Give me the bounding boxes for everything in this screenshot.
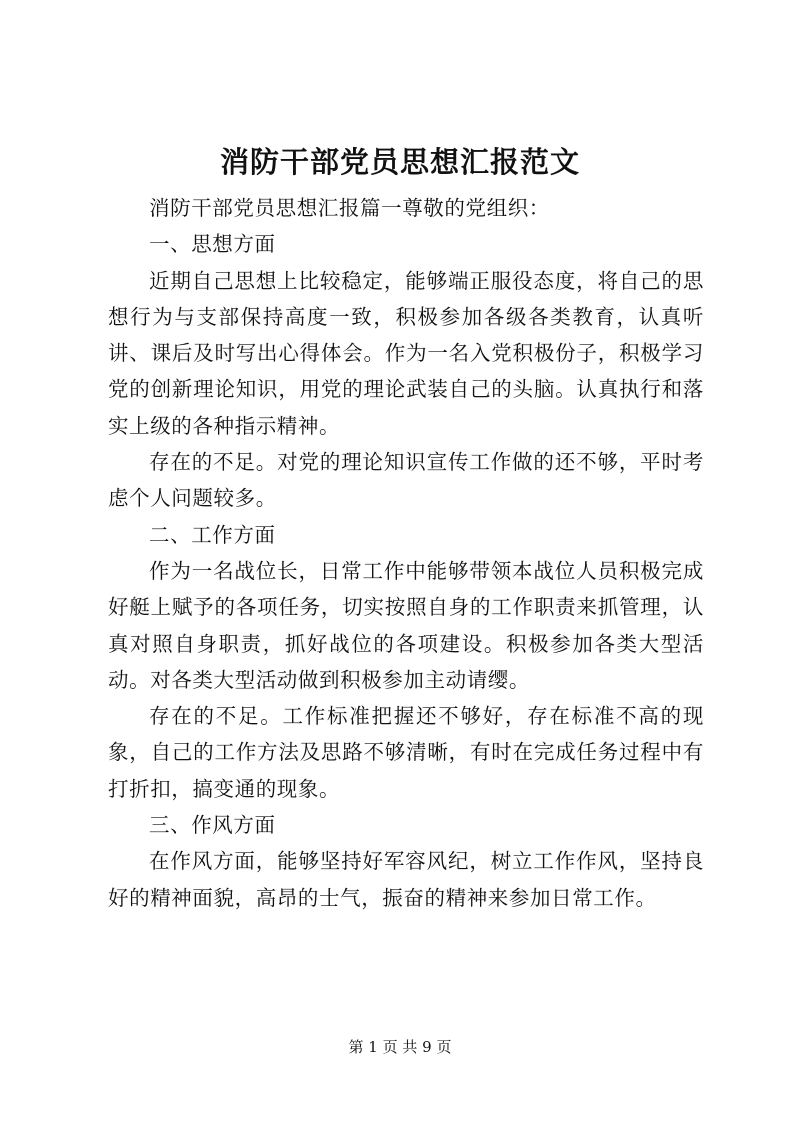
paragraph-salutation: 消防干部党员思想汇报篇一尊敬的党组织： [149,196,550,220]
paragraph-work: 作为一名战位长，日常工作中能够带领本战位人员积极完成好艇上赋予的各项任务，切实按照自身的工作职责来抓管理，认真对照自身职责，抓好战位的各项建设。积极参加各类大型活动。对各类大型活动做到积极参加主动请缨。 [108,558,704,692]
section-heading-style: 三、作风方面 [149,813,276,838]
document-body [108,190,704,916]
section-heading-work: 二、工作方面 [149,522,276,547]
section-heading-thought: 一、思想方面 [149,232,276,257]
paragraph-thought-shortcomings: 存在的不足。对党的理论知识宣传工作做的还不够，平时考虑个人问题较多。 [108,450,704,511]
page-number-footer: 第 1 页 共 9 页 [348,1038,452,1056]
paragraph-thought: 近期自己思想上比较稳定，能够端正服役态度，将自己的思想行为与支部保持高度一致，积极参加各级各类教育，认真听讲、课后及时写出心得体会。作为一名入党积极份子，积极学习党的创新理论知识，用党的理论武装自己的头脑。认真执行和落实上级的各种指示精神。 [108,268,704,438]
paragraph-work-shortcomings: 存在的不足。工作标准把握还不够好，存在标准不高的现象，自己的工作方法及思路不够清晰，有时在完成任务过程中有打折扣，搞变通的现象。 [108,704,704,801]
page-title: 消防干部党员思想汇报范文 [219,145,580,179]
paragraph-style: 在作风方面，能够坚持好军容风纪，树立工作作风，坚持良好的精神面貌，高昂的士气，振奋的精神来参加日常工作。 [108,849,704,910]
